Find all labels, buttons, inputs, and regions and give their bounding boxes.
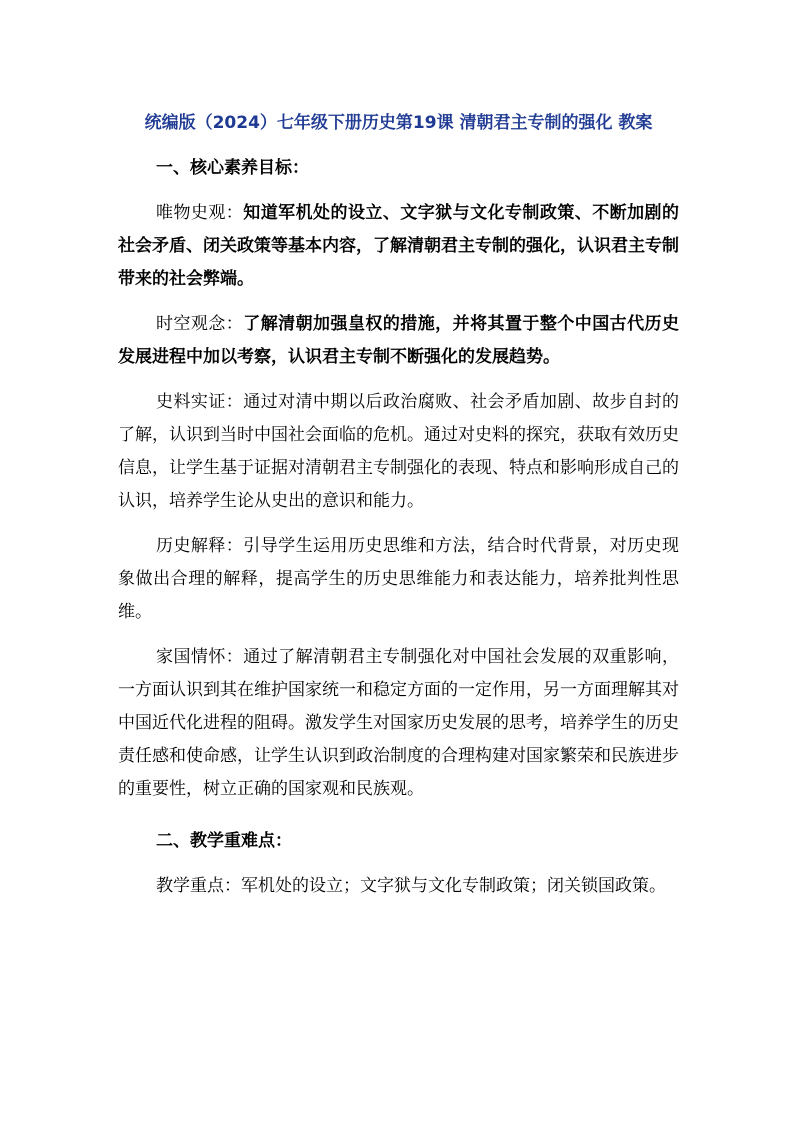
section-heading-core-goals: 一、核心素养目标： (156, 158, 309, 178)
key-points-paragraph (118, 870, 679, 903)
section-heading-key-difficult-points: 二、教学重难点： (156, 831, 292, 851)
goal-text: 通过对清中期以后政治腐败、社会矛盾加剧、故步自封的了解，认识到当时中国社会面临的危机。通过对史料的探究，获取有效历史信息，让学生基于证据对清朝君主专制强化的表现、特点和影响形成自己的认识，培养学生论从史出的意识和能力。 (118, 392, 680, 511)
goal-label: 家国情怀： (156, 647, 244, 667)
goal-label: 时空观念： (156, 314, 244, 334)
goal-label: 史料实证： (156, 392, 244, 412)
goal-text: 知道军机处的设立、文字狱与文化专制政策、不断加剧的社会矛盾、闭关政策等基本内容，了解清朝君主专制的强化，认识君主专制带来的社会弊端。 (118, 203, 680, 289)
goal-text: 引导学生运用历史思维和方法，结合时代背景，对历史现象做出合理的解释，提高学生的历史思维能力和表达能力，培养批判性思维。 (118, 536, 680, 622)
goal-paragraph-evidence (118, 386, 679, 518)
goal-paragraph-time-space (118, 308, 679, 374)
document-title: 统编版（2024）七年级下册历史第19课 清朝君主专制的强化 教案 (144, 113, 653, 133)
key-points-label: 教学重点： (156, 876, 241, 896)
goal-text: 了解清朝加强皇权的措施，并将其置于整个中国古代历史发展进程中加以考察，认识君主专制不断强化的发展趋势。 (118, 314, 680, 367)
goal-paragraph-patriotism (118, 641, 679, 806)
goal-paragraph-materialism (118, 197, 679, 296)
goal-text: 通过了解清朝君主专制强化对中国社会发展的双重影响，一方面认识到其在维护国家统一和稳定方面的一定作用，另一方面理解其对中国近代化进程的阻碍。激发学生对国家历史发展的思考，培养学生的历史责任感和使命感，让学生认识到政治制度的合理构建对国家繁荣和民族进步的重要性，树立正确的国家观和民族观。 (118, 647, 680, 799)
goal-paragraph-interpretation (118, 530, 679, 629)
key-points-text: 军机处的设立；文字狱与文化专制政策；闭关锁国政策。 (241, 876, 666, 896)
goal-label: 唯物史观： (156, 203, 244, 223)
goal-label: 历史解释： (156, 536, 244, 556)
